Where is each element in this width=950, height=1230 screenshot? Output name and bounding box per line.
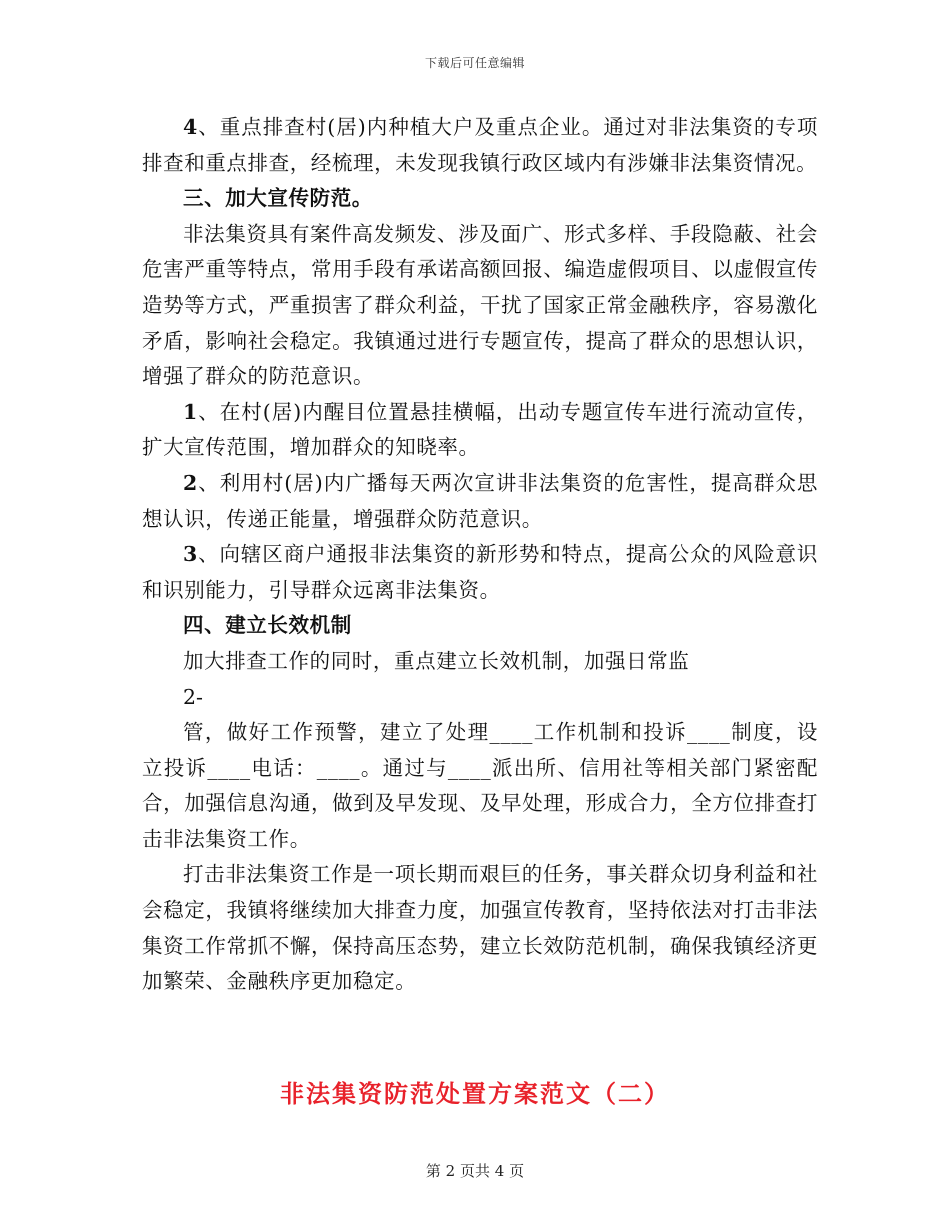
item-number: 3 <box>183 542 198 567</box>
document-body <box>142 110 818 1000</box>
section-heading-3: 三、加大宣传防范。 <box>183 186 373 211</box>
paragraph-text: 、重点排查村(居)内种植大户及重点企业。通过对非法集资的专项排查和重点排查，经梳理，未发现我镇行政区域内有涉嫌非法集资情况。 <box>142 115 818 175</box>
item-number: 4 <box>183 115 198 139</box>
paragraph-conclusion: 打击非法集资工作是一项长期而艰巨的任务，事关群众切身利益和社会稳定，我镇将继续加大排查力度，加强宣传教育，坚持依法对打击非法集资工作常抓不懈，保持高压态势，建立长效防范机制，确保我镇经济更加繁荣、金融秩序更加稳定。 <box>142 862 818 994</box>
section-heading-4: 四、建立长效机制 <box>183 613 352 638</box>
paragraph-item-4 <box>142 110 818 181</box>
paragraph-item-3 <box>142 537 818 608</box>
paragraph-item-2 <box>142 466 818 537</box>
paragraph-item-1 <box>142 395 818 466</box>
page-marker: 2- <box>183 684 203 709</box>
paragraph-text: 、向辖区商户通报非法集资的新形势和特点，提高公众的风险意识和识别能力，引导群众远离非法集资。 <box>142 542 818 602</box>
item-number: 1 <box>183 399 198 424</box>
section-title-red: 非法集资防范处置方案范文（二） <box>280 1079 670 1108</box>
paragraph-section-3-intro: 非法集资具有案件高发频发、涉及面广、形式多样、手段隐蔽、社会危害严重等特点，常用手段有承诺高额回报、编造虚假项目、以虚假宣传造势等方式，严重损害了群众利益，干扰了国家正常金融秩序，容易激化矛盾，影响社会稳定。我镇通过进行专题宣传，提高了群众的思想认识，增强了群众的防范意识。 <box>142 221 818 389</box>
paragraph-text: 、利用村(居)内广播每天两次宣讲非法集资的危害性，提高群众思想认识，传递正能量，增强群众防范意识。 <box>142 470 818 531</box>
page-footer: 第 2 页共 4 页 <box>425 1162 525 1180</box>
paragraph-text: 、在村(居)内醒目位置悬挂横幅，出动专题宣传车进行流动宣传，扩大宣传范围，增加群众的知晓率。 <box>142 399 818 460</box>
paragraph-section-4-intro: 加大排查工作的同时，重点建立长效机制，加强日常监 <box>183 648 690 673</box>
item-number: 2 <box>183 470 198 495</box>
paragraph-mechanism: 管，做好工作预警，建立了处理____工作机制和投诉____制度，设立投诉____电话：____。通过与____派出所、信用社等相关部门紧密配合，加强信息沟通，做到及早发现、及早处理，形成合力，全方位排查打击非法集资工作。 <box>142 720 818 851</box>
header-note: 下载后可任意编辑 <box>424 56 525 70</box>
